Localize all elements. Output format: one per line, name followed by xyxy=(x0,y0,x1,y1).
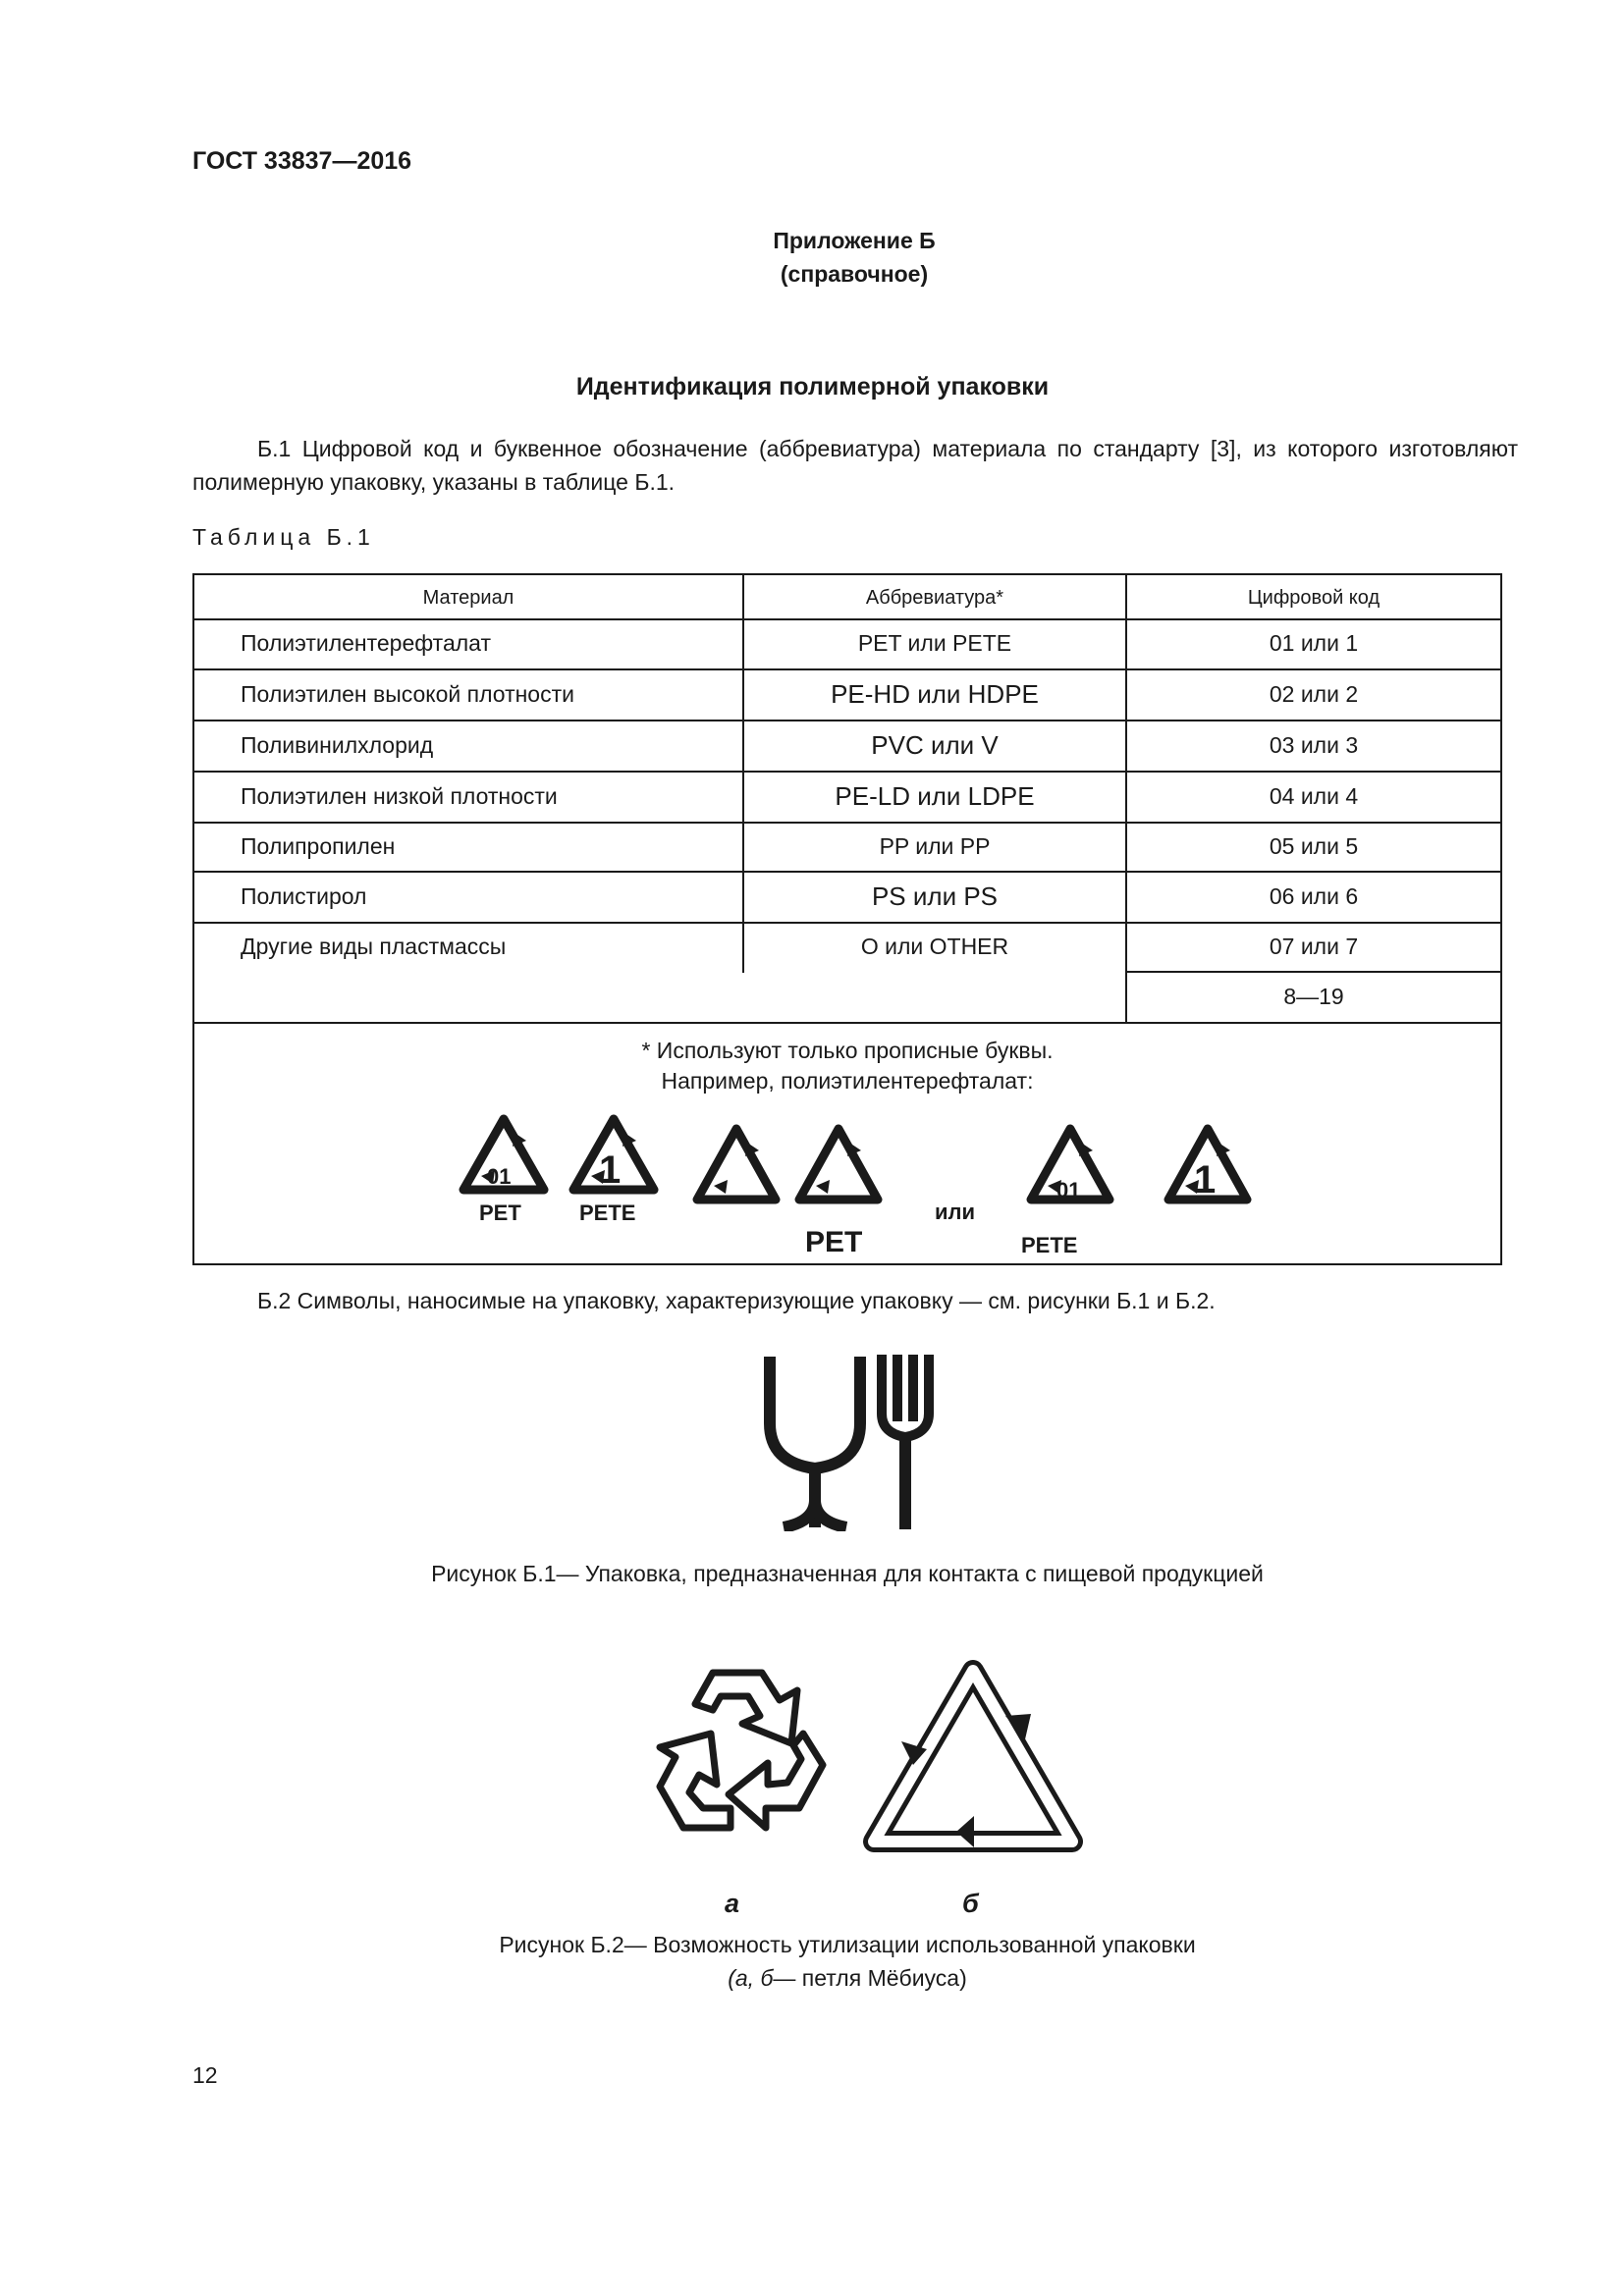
table-cell-code: 04 или 4 xyxy=(1269,783,1359,809)
table-row-divider xyxy=(194,720,1500,721)
table-header-material: Материал xyxy=(422,587,514,609)
table-row-divider xyxy=(194,922,1500,924)
table-header-code: Цифровой код xyxy=(1247,587,1380,609)
table-cell-code: 02 или 2 xyxy=(1269,681,1359,707)
section-title: Идентификация полимерной упаковки xyxy=(575,373,1050,400)
table-cell-code: 01 или 1 xyxy=(1269,630,1359,656)
paragraph-b1: Б.1 Цифровой код и буквенное обозначение (аббревиатура) материала по стандарту [3], из которого изготовляют полимерную упаковку, указаны в таблице Б.1. xyxy=(192,436,1518,495)
food-contact-glass-fork-icon xyxy=(764,1353,941,1531)
table-cell-material: Полистирол xyxy=(241,883,367,909)
logo6-number: 1 xyxy=(1194,1158,1217,1201)
table-caption: Таблица Б.1 xyxy=(192,524,375,550)
table-cell-material: Поливинилхлорид xyxy=(241,732,434,758)
figure-b2-label-b: б xyxy=(962,1889,979,1918)
table-cell-abbreviation: O или OTHER xyxy=(860,934,1009,959)
logo2-number: 1 xyxy=(599,1148,622,1192)
table-header-abbreviation: Аббревиатура* xyxy=(865,587,1004,609)
figure-b2-label-a: а xyxy=(725,1889,740,1918)
table-cell-code: 06 или 6 xyxy=(1269,883,1359,909)
recycle-triangle-icon xyxy=(691,1123,782,1207)
or-word: или xyxy=(935,1200,976,1224)
table-cell-abbreviation: PS или PS xyxy=(871,881,999,911)
table-row-divider xyxy=(194,668,1500,670)
page-number: 12 xyxy=(192,2062,218,2088)
recycle-triangle-icon xyxy=(793,1123,884,1207)
annex-title-line1: Приложение Б xyxy=(773,228,936,253)
logo1-number: 01 xyxy=(487,1164,512,1189)
logo5-number: 01 xyxy=(1056,1178,1081,1202)
table-row-divider xyxy=(1125,971,1500,973)
table-b1 xyxy=(192,573,1502,1265)
table-row-divider xyxy=(194,871,1500,873)
table-row-divider xyxy=(194,1022,1500,1024)
table-row-divider xyxy=(194,822,1500,824)
logo5-label: PETE xyxy=(1021,1233,1078,1257)
logo4-label: PET xyxy=(805,1226,863,1258)
table-cell-abbreviation: PET или PETE xyxy=(857,630,1012,656)
figure-b2-caption-line2 xyxy=(192,1965,1502,1992)
annex-title-line2: (справочное) xyxy=(780,261,929,287)
table-cell-material: Полиэтилентерефталат xyxy=(241,630,491,656)
table-cell-abbreviation: PE-HD или HDPE xyxy=(831,679,1039,709)
table-cell-material: Полиэтилен низкой плотности xyxy=(241,783,558,809)
logo2-label: PETE xyxy=(579,1201,636,1225)
table-cell-code-range: 8—19 xyxy=(1283,984,1344,1009)
recycle-three-arrows-icon xyxy=(615,1655,848,1873)
table-cell-material: Другие виды пластмассы xyxy=(241,934,507,959)
recycle-mobius-triangle-icon xyxy=(858,1655,1088,1871)
table-cell-code: 03 или 3 xyxy=(1269,732,1359,758)
annex-title xyxy=(687,224,1021,291)
figure-b2-caption-line1: Рисунок Б.2— Возможность утилизации использованной упаковки xyxy=(499,1932,1196,1957)
table-footnote-line1: * Используют только прописные буквы. xyxy=(641,1038,1054,1063)
table-row-divider xyxy=(194,618,1500,620)
table-cell-abbreviation: PVC или V xyxy=(871,730,999,760)
table-cell-abbreviation: PP или PP xyxy=(879,833,991,859)
table-cell-material: Полиэтилен высокой плотности xyxy=(241,681,574,707)
table-cell-code: 05 или 5 xyxy=(1269,833,1359,859)
table-cell-material: Полипропилен xyxy=(241,833,396,859)
document-code: ГОСТ 33837—2016 xyxy=(192,147,412,175)
table-cell-code: 07 или 7 xyxy=(1269,934,1359,959)
table-cell-abbreviation: PE-LD или LDPE xyxy=(835,781,1035,811)
table-footnote-line2: Например, полиэтилентерефталат: xyxy=(661,1068,1034,1094)
figure-b1-caption: Рисунок Б.1— Упаковка, предназначенная для контакта с пищевой продукцией xyxy=(431,1561,1264,1586)
figure-b2-caption-tail: — петля Мёбиуса) xyxy=(773,1965,967,1991)
paragraph-b2: Б.2 Символы, наносимые на упаковку, характеризующие упаковку — см. рисунки Б.1 и Б.2. xyxy=(257,1288,1216,1313)
figure-b2-caption-italic: (а, б xyxy=(728,1965,774,1991)
table-row-divider xyxy=(194,771,1500,773)
logo1-label: PET xyxy=(479,1201,521,1225)
